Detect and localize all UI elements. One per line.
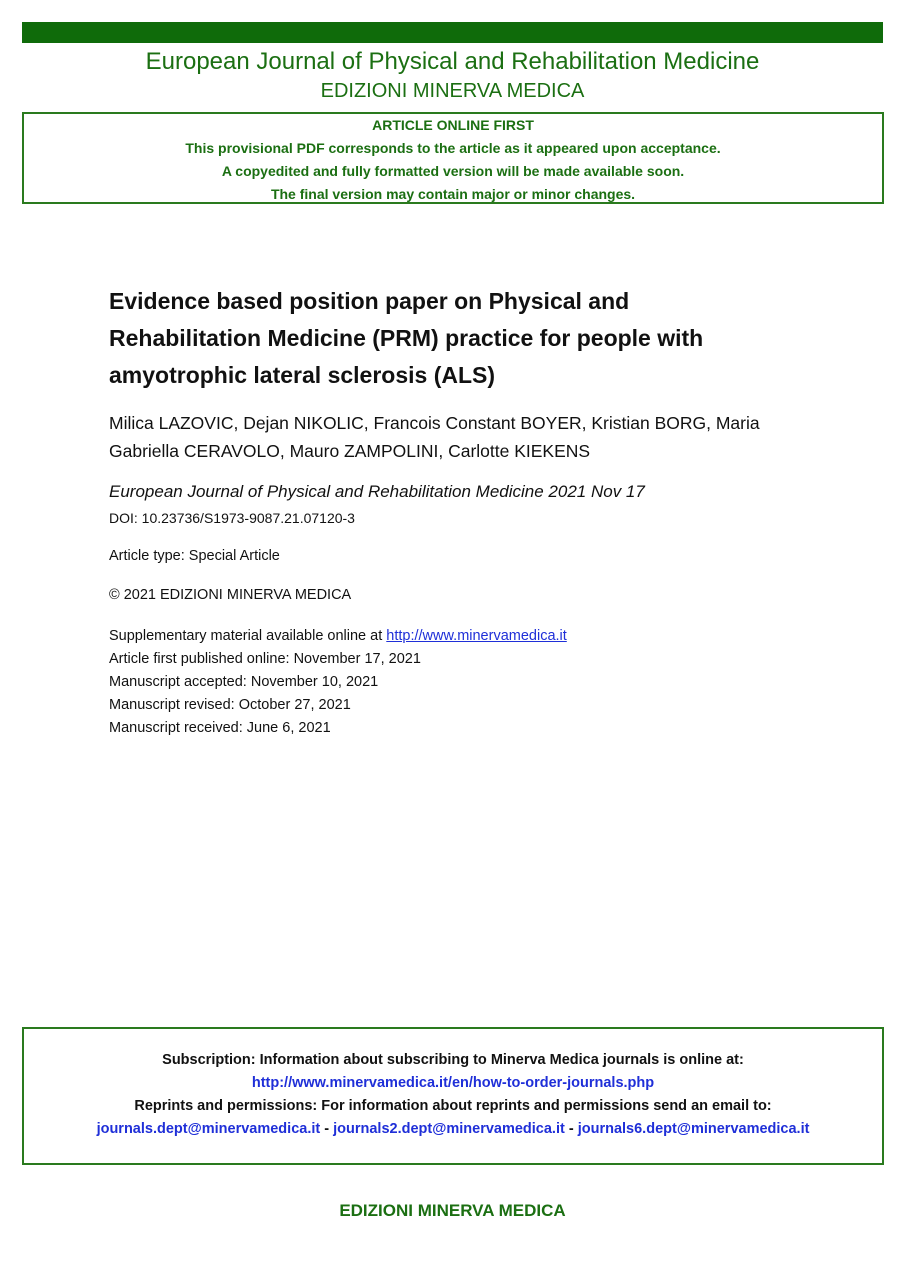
revised-date: Manuscript revised: October 27, 2021 xyxy=(109,697,351,713)
published-date: Article first published online: November 17, 2021 xyxy=(109,651,421,667)
publication-dates xyxy=(109,625,567,740)
separator: - xyxy=(564,1121,578,1137)
journal-citation: European Journal of Physical and Rehabilitation Medicine 2021 Nov 17 xyxy=(109,482,645,501)
separator: - xyxy=(320,1121,334,1137)
email-links xyxy=(24,1121,882,1137)
email-link[interactable]: journals.dept@minervamedica.it xyxy=(96,1121,321,1137)
supplementary-line xyxy=(109,625,567,648)
notice-line: The final version may contain major or minor changes. xyxy=(270,186,636,202)
header-bar xyxy=(22,22,883,43)
footer-publisher: EDIZIONI MINERVA MEDICA xyxy=(339,1201,566,1220)
authors-line: Milica LAZOVIC, Dejan NIKOLIC, Francois Constant BOYER, Kristian BORG, Maria xyxy=(109,413,760,433)
subscription-info: Subscription: Information about subscribing to Minerva Medica journals is online at: xyxy=(162,1052,744,1068)
online-first-notice xyxy=(22,112,884,204)
article-title xyxy=(109,283,829,394)
notice-line: This provisional PDF corresponds to the article as it appeared upon acceptance. xyxy=(185,140,721,156)
notice-line: A copyedited and fully formatted version will be made available soon. xyxy=(221,163,685,179)
doi: DOI: 10.23736/S1973-9087.21.07120-3 xyxy=(109,510,355,526)
author-list xyxy=(109,409,829,465)
accepted-date: Manuscript accepted: November 10, 2021 xyxy=(109,674,379,690)
copyright: © 2021 EDIZIONI MINERVA MEDICA xyxy=(109,587,352,603)
reprints-info: Reprints and permissions: For information about reprints and permissions send an email to: xyxy=(134,1098,772,1114)
supplementary-link[interactable]: http://www.minervamedica.it xyxy=(386,628,567,644)
email-link[interactable]: journals6.dept@minervamedica.it xyxy=(577,1121,810,1137)
notice-heading: ARTICLE ONLINE FIRST xyxy=(372,117,534,133)
title-line: amyotrophic lateral sclerosis (ALS) xyxy=(109,362,496,388)
article-type: Article type: Special Article xyxy=(109,548,280,564)
email-link[interactable]: journals2.dept@minervamedica.it xyxy=(333,1121,565,1137)
journal-title: European Journal of Physical and Rehabilitation Medicine xyxy=(145,48,760,75)
received-date: Manuscript received: June 6, 2021 xyxy=(109,720,331,736)
order-journals-link[interactable]: http://www.minervamedica.it/en/how-to-order-journals.php xyxy=(251,1075,655,1091)
subscription-box xyxy=(22,1027,884,1165)
authors-line: Gabriella CERAVOLO, Mauro ZAMPOLINI, Carlotte KIEKENS xyxy=(109,441,591,461)
publisher-name: EDIZIONI MINERVA MEDICA xyxy=(320,80,585,102)
supplementary-prefix: Supplementary material available online at xyxy=(109,628,387,644)
title-line: Rehabilitation Medicine (PRM) practice for people with xyxy=(109,325,704,351)
title-line: Evidence based position paper on Physical and xyxy=(109,288,630,314)
